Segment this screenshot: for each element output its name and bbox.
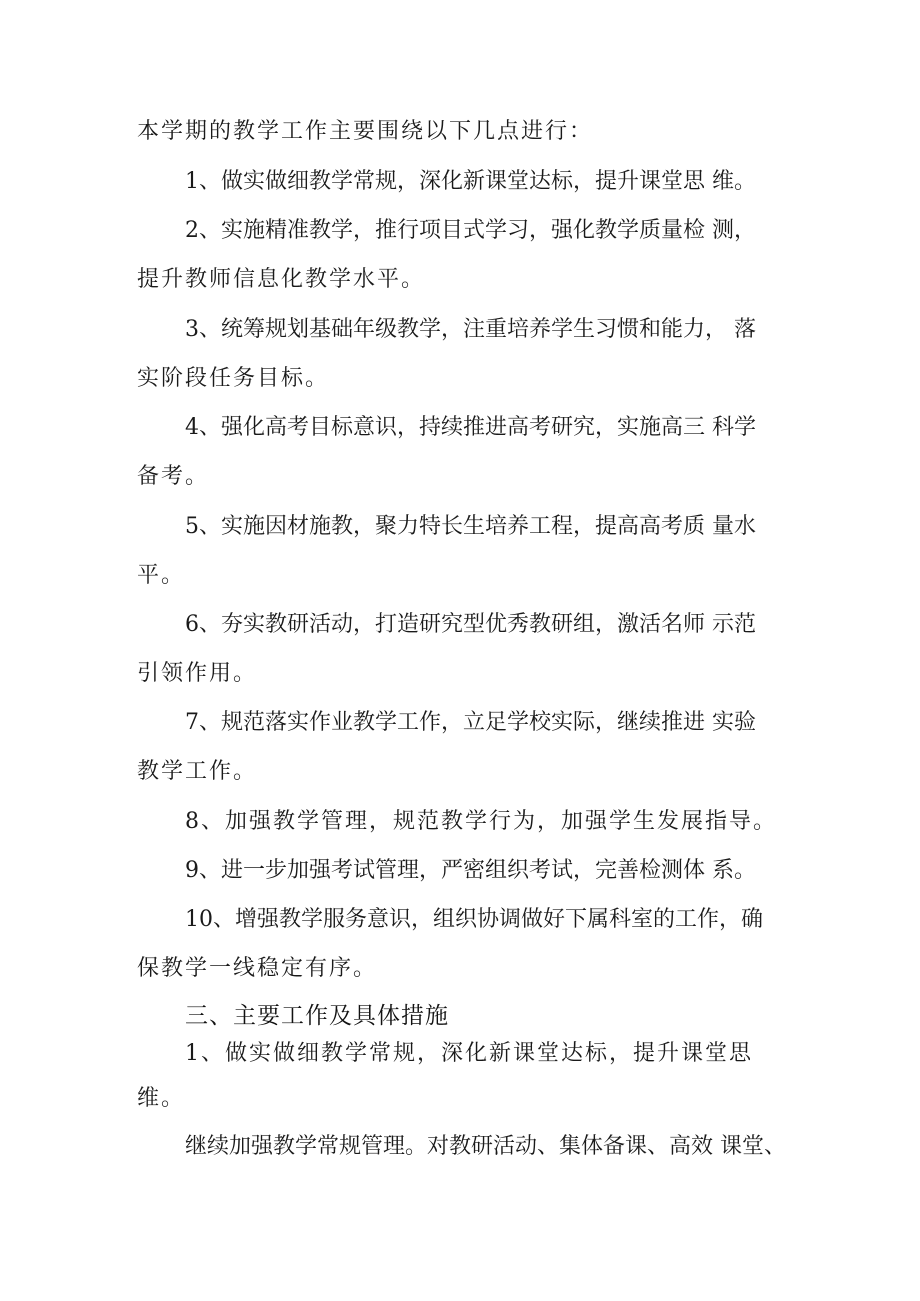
list-item-2: 2、实施精准教学，推行项目式学习，强化教学质量检 测， <box>185 218 756 243</box>
section-item-1-continued: 维。 <box>137 1086 186 1111</box>
list-item-9: 9、进一步加强考试管理，严密组织考试，完善检测体 系。 <box>185 858 756 883</box>
list-item-4: 4、强化高考目标意识，持续推进高考研究，实施高三 科学 <box>185 415 756 440</box>
body-paragraph: 继续加强教学常规管理。对教研活动、集体备课、高效 课堂、 <box>185 1134 786 1159</box>
list-item-2-continued: 提升教师信息化教学水平。 <box>137 267 426 292</box>
list-item-4-continued: 备考。 <box>137 464 210 489</box>
list-item-7: 7、规范落实作业教学工作，立足学校实际，继续推进 实验 <box>185 710 756 735</box>
list-item-8: 8、加强教学管理，规范教学行为，加强学生发展指导。 <box>185 809 777 834</box>
list-item-6-continued: 引领作用。 <box>137 661 258 686</box>
list-item-10-continued: 保教学一线稳定有序。 <box>137 956 378 981</box>
list-item-3: 3、统筹规划基础年级教学，注重培养学生习惯和能力， 落 <box>185 317 756 342</box>
list-item-6: 6、夯实教研活动，打造研究型优秀教研组，激活名师 示范 <box>185 612 756 637</box>
intro-text: 本学期的教学工作主要围绕以下几点进行： <box>137 119 594 144</box>
section-item-1: 1、做实做细教学常规，深化新课堂达标，提升课堂思 <box>185 1041 753 1066</box>
list-item-1: 1、做实做细教学常规，深化新课堂达标，提升课堂思 维。 <box>185 169 756 194</box>
list-item-10: 10、增强教学服务意识，组织协调做好下属科室的工作，确 <box>185 907 763 932</box>
list-item-5: 5、实施因材施教，聚力特长生培养工程，提高高考质 量水 <box>185 514 756 539</box>
list-item-5-continued: 平。 <box>137 563 186 588</box>
list-item-3-continued: 实阶段任务目标。 <box>137 366 330 391</box>
list-item-7-continued: 教学工作。 <box>137 759 258 784</box>
section-heading: 三、主要工作及具体措施 <box>185 1003 449 1029</box>
